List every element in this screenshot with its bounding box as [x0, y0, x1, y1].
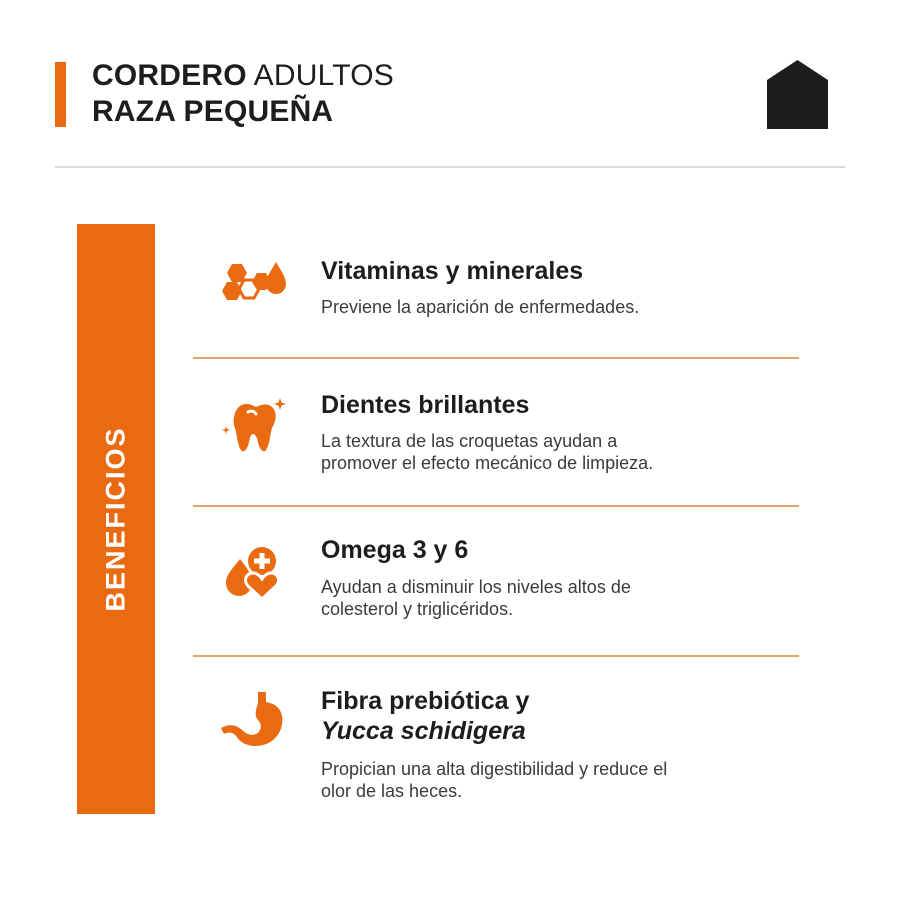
benefit-description: Propician una alta digestibilidad y reduce el olor de las heces.	[321, 759, 668, 801]
title-subtitle: RAZA PEQUEÑA	[92, 95, 334, 128]
header-divider	[55, 166, 845, 168]
benefit-title: Dientes brillantes	[321, 391, 530, 419]
benefits-side-panel	[77, 224, 155, 814]
benefit-title: Vitaminas y minerales	[321, 257, 584, 285]
omega-heart-icon	[218, 543, 290, 599]
benefit-separator	[193, 655, 799, 657]
benefit-item-omega	[193, 535, 799, 645]
benefit-item-fiber	[193, 686, 799, 816]
benefit-item-vitamins	[193, 250, 799, 340]
title-accent-bar	[55, 62, 66, 127]
title-stage: ADULTOS	[253, 59, 394, 92]
benefit-separator	[193, 505, 799, 507]
benefit-title-italic: Yucca schidigera	[321, 717, 526, 745]
vitamins-minerals-icon	[218, 258, 290, 314]
benefit-title: Fibra prebiótica y Yucca schidigera	[321, 687, 530, 745]
benefit-title: Omega 3 y 6	[321, 536, 469, 564]
benefit-item-teeth	[193, 388, 799, 498]
house-icon	[767, 60, 828, 129]
benefit-description: Previene la aparición de enfermedades.	[321, 297, 640, 317]
shiny-tooth-icon	[218, 396, 290, 452]
stomach-icon	[218, 692, 290, 748]
side-label: BENEFICIOS	[100, 426, 131, 612]
benefit-description: La textura de las croquetas ayudan a promover el efecto mecánico de limpieza.	[321, 431, 654, 473]
benefit-separator	[193, 357, 799, 359]
title-product: CORDERO	[92, 59, 247, 92]
page-title	[92, 58, 394, 130]
benefit-description: Ayudan a disminuir los niveles altos de colesterol y triglicéridos.	[321, 577, 631, 619]
